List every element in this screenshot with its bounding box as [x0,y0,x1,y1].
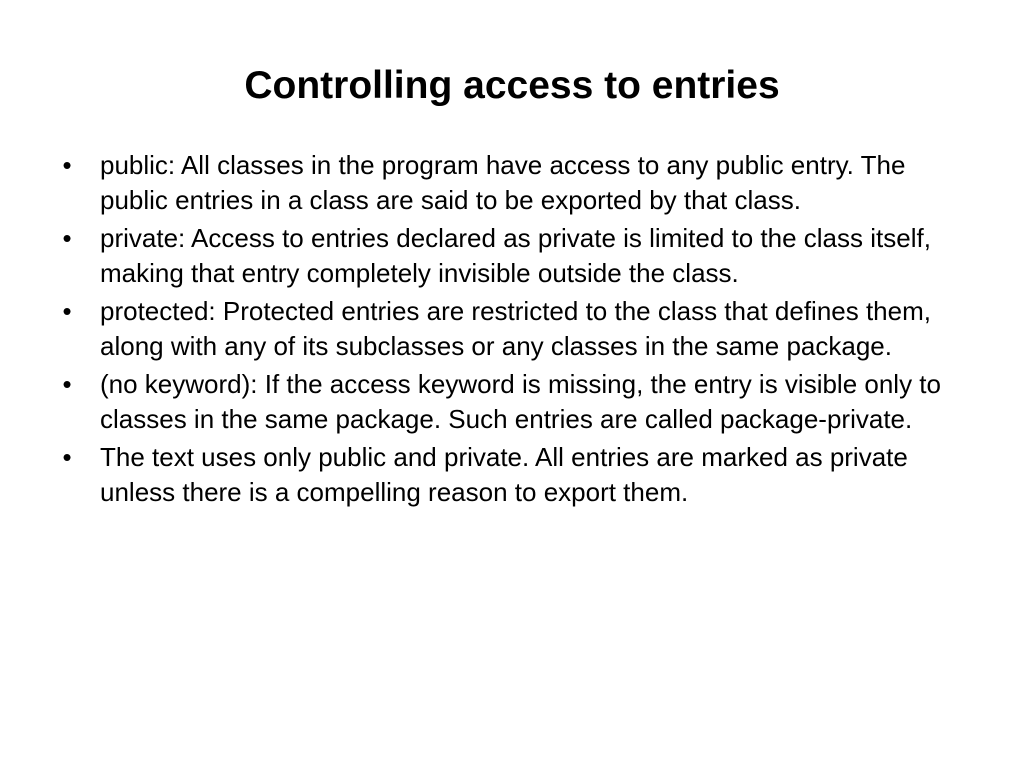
bullet-list [57,148,962,513]
bullet-text-no-keyword: (no keyword): If the access keyword is missing, the entry is visible only to classes in the same package. Such entries are called package-private. [100,369,941,434]
bullet-item-private [57,221,962,291]
bullet-item-protected [57,294,962,364]
bullet-text-protected: protected: Protected entries are restricted to the class that defines them, along with any of its subclasses or any classes in the same package. [100,296,931,361]
bullet-icon: • [62,442,72,472]
bullet-icon: • [62,369,72,399]
bullet-item-text-usage [57,440,962,510]
bullet-icon: • [62,223,72,253]
bullet-text-public: public: All classes in the program have access to any public entry. The public entries in a class are said to be exported by that class. [100,150,906,215]
bullet-icon: • [62,150,72,180]
bullet-icon: • [62,296,72,326]
bullet-text-private: private: Access to entries declared as private is limited to the class itself, making that entry completely invisible outside the class. [100,223,931,288]
bullet-text-usage: The text uses only public and private. All entries are marked as private unless there is a compelling reason to export them. [100,442,908,507]
bullet-item-no-keyword [57,367,962,437]
slide-title: Controlling access to entries [244,64,780,107]
bullet-item-public [57,148,962,218]
